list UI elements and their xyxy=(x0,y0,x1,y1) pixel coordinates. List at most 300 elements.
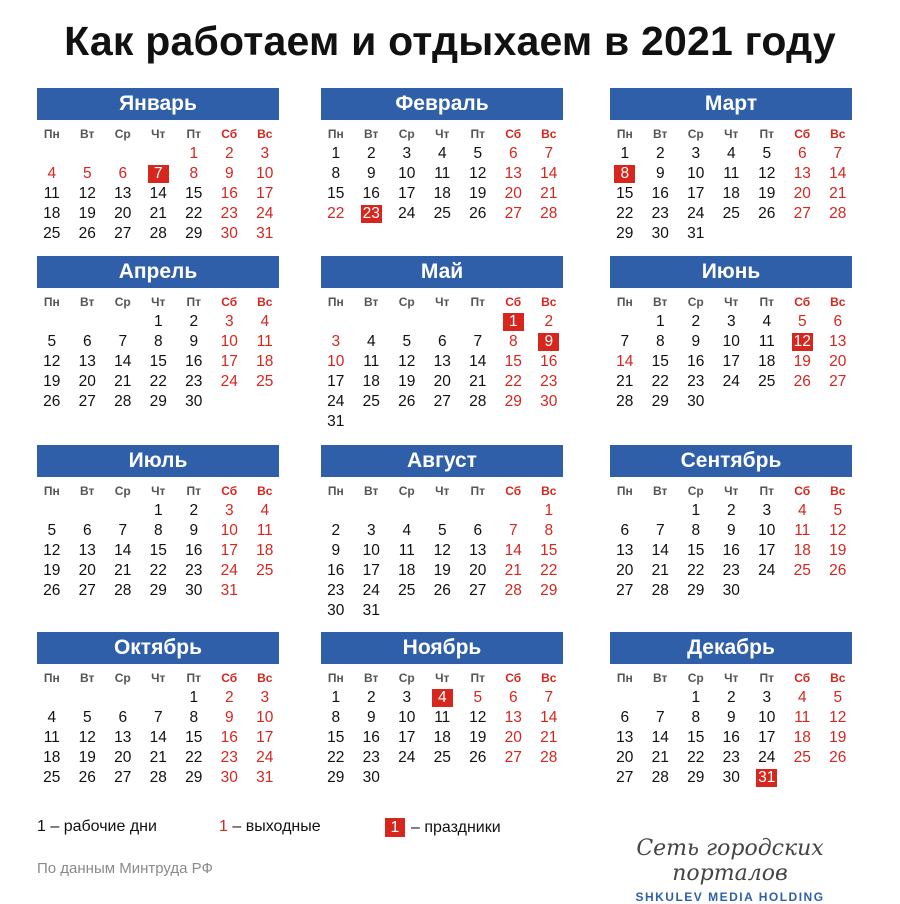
weekday-label: Вт xyxy=(653,671,668,685)
weekday-label: Пн xyxy=(616,127,633,141)
day-off: 6 xyxy=(797,145,807,162)
day-off: 21 xyxy=(540,729,558,746)
day-work: 5 xyxy=(402,333,412,350)
day-work: 14 xyxy=(149,185,167,202)
day-work: 15 xyxy=(616,185,634,202)
day-work: 13 xyxy=(616,729,634,746)
day-off: 4 xyxy=(797,689,807,706)
day-work: 7 xyxy=(620,333,630,350)
month-block xyxy=(37,256,279,436)
day-work: 29 xyxy=(185,225,203,242)
page-title: Как работаем и отдыхаем в 2021 году xyxy=(64,18,836,64)
day-work: 11 xyxy=(723,165,740,182)
day-work: 7 xyxy=(655,709,665,726)
day-off: 15 xyxy=(540,542,558,559)
day-work: 12 xyxy=(469,709,487,726)
day-off: 17 xyxy=(220,353,238,370)
weekday-label: Сб xyxy=(221,127,238,141)
day-work: 9 xyxy=(366,709,376,726)
day-work: 10 xyxy=(362,542,380,559)
day-work: 25 xyxy=(362,393,380,410)
month-days-grid xyxy=(607,668,852,788)
day-work: 27 xyxy=(78,582,96,599)
weekday-label: Чт xyxy=(435,295,450,309)
day-off: 14 xyxy=(829,165,847,182)
weekday-label: Ср xyxy=(114,127,131,141)
month-title: Февраль xyxy=(321,88,563,120)
day-holiday: 31 xyxy=(758,769,776,786)
weekday-label: Вт xyxy=(653,295,668,309)
day-off: 6 xyxy=(118,165,128,182)
day-work: 28 xyxy=(114,582,132,599)
day-work: 2 xyxy=(189,502,199,519)
day-work: 25 xyxy=(43,769,61,786)
day-work: 28 xyxy=(616,393,634,410)
day-work: 28 xyxy=(149,769,167,786)
day-work: 11 xyxy=(434,165,451,182)
day-work: 4 xyxy=(47,709,57,726)
day-work: 12 xyxy=(78,185,96,202)
day-work: 26 xyxy=(433,582,451,599)
day-off: 8 xyxy=(544,522,554,539)
day-work: 10 xyxy=(758,709,776,726)
day-off: 19 xyxy=(829,542,847,559)
day-off: 18 xyxy=(793,729,811,746)
weekday-label: Вт xyxy=(80,484,95,498)
day-holiday: 12 xyxy=(793,333,811,350)
day-work: 29 xyxy=(687,769,705,786)
day-off: 31 xyxy=(256,225,274,242)
day-work: 9 xyxy=(726,522,736,539)
day-holiday: 23 xyxy=(362,205,380,222)
day-off: 4 xyxy=(797,502,807,519)
day-work: 19 xyxy=(469,185,487,202)
weekday-label: Пн xyxy=(43,127,60,141)
weekday-label: Вт xyxy=(364,127,379,141)
day-work: 15 xyxy=(327,729,345,746)
day-off: 27 xyxy=(793,205,811,222)
day-work: 26 xyxy=(758,205,776,222)
month-title: Январь xyxy=(37,88,279,120)
day-work: 2 xyxy=(726,689,736,706)
month-days-grid xyxy=(34,481,279,601)
weekday-label: Сб xyxy=(221,295,238,309)
empty-cell xyxy=(105,144,141,164)
empty-cell xyxy=(70,312,106,332)
weekday-label: Ср xyxy=(398,484,415,498)
day-work: 16 xyxy=(327,562,345,579)
day-work: 24 xyxy=(398,205,416,222)
day-work: 2 xyxy=(366,145,376,162)
weekday-label: Пт xyxy=(470,484,485,498)
day-work: 4 xyxy=(402,522,412,539)
day-work: 7 xyxy=(153,709,163,726)
day-work: 18 xyxy=(433,729,451,746)
weekday-label: Вс xyxy=(541,127,557,141)
weekday-label: Вт xyxy=(80,127,95,141)
empty-cell xyxy=(354,312,390,332)
day-work: 16 xyxy=(185,353,203,370)
day-off: 2 xyxy=(224,145,234,162)
day-work: 15 xyxy=(687,542,705,559)
day-work: 25 xyxy=(433,749,451,766)
weekday-label: Сб xyxy=(505,295,522,309)
day-off: 18 xyxy=(793,542,811,559)
day-work: 11 xyxy=(434,709,451,726)
day-work: 3 xyxy=(762,502,772,519)
day-work: 29 xyxy=(185,769,203,786)
brand-script-text: Сеть городских порталов xyxy=(636,836,824,886)
day-off: 3 xyxy=(224,313,234,330)
day-work: 14 xyxy=(114,353,132,370)
day-work: 15 xyxy=(149,542,167,559)
empty-cell xyxy=(105,688,141,708)
day-work: 2 xyxy=(726,502,736,519)
day-holiday: 4 xyxy=(425,688,461,708)
weekday-label: Пн xyxy=(327,295,344,309)
day-work: 26 xyxy=(398,393,416,410)
day-off: 23 xyxy=(220,749,238,766)
empty-cell xyxy=(389,312,425,332)
day-off: 5 xyxy=(797,313,807,330)
day-off: 15 xyxy=(504,353,522,370)
day-off: 22 xyxy=(327,205,345,222)
weekday-label: Чт xyxy=(724,295,739,309)
weekday-label: Вт xyxy=(80,295,95,309)
day-work: 1 xyxy=(331,689,341,706)
day-off: 22 xyxy=(504,373,522,390)
empty-cell xyxy=(460,312,496,332)
day-off: 28 xyxy=(504,582,522,599)
day-holiday: 8 xyxy=(607,164,643,184)
day-off: 24 xyxy=(256,749,274,766)
day-holiday: 7 xyxy=(141,164,177,184)
day-off: 20 xyxy=(504,185,522,202)
day-work: 30 xyxy=(362,769,380,786)
day-off: 26 xyxy=(793,373,811,390)
day-work: 3 xyxy=(762,689,772,706)
weekday-label: Пт xyxy=(186,127,201,141)
legend-holiday-number: 1 xyxy=(385,818,405,837)
day-work: 24 xyxy=(327,393,345,410)
day-work: 25 xyxy=(398,582,416,599)
empty-cell xyxy=(70,688,106,708)
day-work: 5 xyxy=(82,709,92,726)
day-holiday: 1 xyxy=(496,312,532,332)
weekday-label: Пт xyxy=(759,671,774,685)
day-work: 17 xyxy=(687,185,705,202)
day-work: 7 xyxy=(473,333,483,350)
day-off: 22 xyxy=(540,562,558,579)
weekday-label: Пн xyxy=(327,671,344,685)
day-work: 2 xyxy=(189,313,199,330)
day-work: 19 xyxy=(398,373,416,390)
day-off: 19 xyxy=(829,729,847,746)
day-work: 27 xyxy=(114,225,132,242)
day-off: 9 xyxy=(224,165,234,182)
day-work: 2 xyxy=(366,689,376,706)
day-work: 1 xyxy=(691,502,701,519)
day-work: 31 xyxy=(327,413,345,430)
day-work: 18 xyxy=(362,373,380,390)
day-work: 18 xyxy=(43,205,61,222)
day-off: 25 xyxy=(256,373,274,390)
day-work: 23 xyxy=(651,205,669,222)
day-off: 10 xyxy=(256,165,274,182)
day-work: 1 xyxy=(153,313,163,330)
month-block xyxy=(610,88,852,268)
legend-work-label: – рабочие дни xyxy=(50,818,157,835)
day-work: 18 xyxy=(722,185,740,202)
day-work: 28 xyxy=(469,393,487,410)
day-off: 13 xyxy=(504,709,522,726)
day-off: 27 xyxy=(504,205,522,222)
day-work: 16 xyxy=(722,542,740,559)
day-off: 16 xyxy=(540,353,558,370)
day-off: 6 xyxy=(508,145,518,162)
day-work: 5 xyxy=(47,333,57,350)
day-work: 13 xyxy=(78,353,96,370)
day-work: 19 xyxy=(78,205,96,222)
weekday-label: Пт xyxy=(186,484,201,498)
day-work: 16 xyxy=(722,729,740,746)
day-work: 28 xyxy=(114,393,132,410)
weekday-label: Ср xyxy=(114,484,131,498)
day-work: 21 xyxy=(149,749,167,766)
day-off: 21 xyxy=(504,562,522,579)
day-off: 11 xyxy=(794,709,811,726)
day-work: 14 xyxy=(651,729,669,746)
empty-cell xyxy=(105,501,141,521)
day-work: 8 xyxy=(331,165,341,182)
day-work: 2 xyxy=(331,522,341,539)
day-off: 12 xyxy=(829,709,847,726)
empty-cell xyxy=(643,688,679,708)
day-work: 25 xyxy=(43,225,61,242)
day-off: 11 xyxy=(256,522,273,539)
weekday-label: Ср xyxy=(114,295,131,309)
month-block xyxy=(321,88,563,268)
weekday-label: Вс xyxy=(257,484,273,498)
day-off: 14 xyxy=(540,709,558,726)
day-work: 20 xyxy=(114,749,132,766)
day-work: 8 xyxy=(691,522,701,539)
day-work: 9 xyxy=(189,522,199,539)
day-work: 17 xyxy=(362,562,380,579)
day-work: 7 xyxy=(118,522,128,539)
weekday-label: Пт xyxy=(470,127,485,141)
day-work: 26 xyxy=(469,205,487,222)
day-off: 3 xyxy=(260,145,270,162)
day-work: 28 xyxy=(651,769,669,786)
month-days-grid xyxy=(34,668,279,788)
day-off: 3 xyxy=(224,502,234,519)
day-work: 21 xyxy=(616,373,634,390)
day-work: 20 xyxy=(114,205,132,222)
day-work: 25 xyxy=(758,373,776,390)
day-off: 2 xyxy=(224,689,234,706)
weekday-label: Сб xyxy=(794,671,811,685)
day-off: 16 xyxy=(220,729,238,746)
day-work: 26 xyxy=(43,393,61,410)
day-work: 21 xyxy=(114,373,132,390)
day-work: 16 xyxy=(362,729,380,746)
day-work: 30 xyxy=(185,582,203,599)
weekday-label: Пт xyxy=(759,484,774,498)
day-off: 4 xyxy=(47,165,57,182)
day-work: 8 xyxy=(153,333,163,350)
day-work: 24 xyxy=(398,749,416,766)
day-work: 12 xyxy=(433,542,451,559)
weekday-label: Пт xyxy=(759,127,774,141)
day-work: 16 xyxy=(362,185,380,202)
month-days-grid xyxy=(318,668,563,788)
weekday-label: Пт xyxy=(470,671,485,685)
day-work: 6 xyxy=(620,709,630,726)
day-work: 9 xyxy=(366,165,376,182)
day-off: 29 xyxy=(504,393,522,410)
day-off: 7 xyxy=(544,689,554,706)
day-work: 22 xyxy=(651,373,669,390)
day-off: 28 xyxy=(829,205,847,222)
day-work: 27 xyxy=(114,769,132,786)
day-off: 1 xyxy=(189,145,199,162)
empty-cell xyxy=(496,501,532,521)
day-off: 27 xyxy=(829,373,847,390)
month-title: Сентябрь xyxy=(610,445,852,477)
month-title: Июль xyxy=(37,445,279,477)
day-off: 21 xyxy=(829,185,847,202)
day-work: 5 xyxy=(47,522,57,539)
day-work: 1 xyxy=(691,689,701,706)
day-work: 1 xyxy=(331,145,341,162)
month-block xyxy=(321,632,563,812)
day-work: 28 xyxy=(651,582,669,599)
day-work: 29 xyxy=(687,582,705,599)
month-title: Апрель xyxy=(37,256,279,288)
weekday-label: Вс xyxy=(830,484,846,498)
day-work: 1 xyxy=(153,502,163,519)
day-work: 23 xyxy=(687,373,705,390)
day-work: 2 xyxy=(655,145,665,162)
day-work: 9 xyxy=(726,709,736,726)
day-work: 10 xyxy=(758,522,776,539)
day-work: 12 xyxy=(43,542,61,559)
day-work: 21 xyxy=(651,749,669,766)
day-work: 30 xyxy=(327,602,345,619)
day-work: 13 xyxy=(616,542,634,559)
day-off: 17 xyxy=(256,185,274,202)
day-work: 15 xyxy=(149,353,167,370)
weekday-label: Ср xyxy=(114,671,131,685)
day-work: 14 xyxy=(469,353,487,370)
day-off: 10 xyxy=(220,333,238,350)
day-off: 28 xyxy=(540,205,558,222)
weekday-label: Чт xyxy=(724,484,739,498)
weekday-label: Вс xyxy=(257,127,273,141)
weekday-label: Пн xyxy=(616,295,633,309)
weekday-label: Пт xyxy=(759,295,774,309)
day-work: 23 xyxy=(185,373,203,390)
day-work: 29 xyxy=(149,393,167,410)
month-title: Ноябрь xyxy=(321,632,563,664)
weekday-label: Вт xyxy=(653,484,668,498)
month-block xyxy=(321,445,563,625)
day-work: 26 xyxy=(78,225,96,242)
weekday-label: Чт xyxy=(435,484,450,498)
day-work: 16 xyxy=(185,542,203,559)
day-off: 21 xyxy=(540,185,558,202)
empty-cell xyxy=(70,144,106,164)
day-off: 25 xyxy=(793,749,811,766)
weekday-label: Сб xyxy=(794,484,811,498)
day-off: 26 xyxy=(829,749,847,766)
day-work: 20 xyxy=(616,749,634,766)
empty-cell xyxy=(460,501,496,521)
day-work: 21 xyxy=(469,373,487,390)
month-title: Май xyxy=(321,256,563,288)
weekday-label: Пн xyxy=(327,484,344,498)
day-work: 2 xyxy=(691,313,701,330)
day-off: 20 xyxy=(829,353,847,370)
day-off: 3 xyxy=(260,689,270,706)
weekday-label: Пн xyxy=(616,484,633,498)
weekday-label: Вс xyxy=(257,295,273,309)
day-work: 3 xyxy=(366,522,376,539)
day-off: 4 xyxy=(260,313,270,330)
day-work: 18 xyxy=(43,749,61,766)
day-work: 13 xyxy=(433,353,451,370)
day-work: 8 xyxy=(189,709,199,726)
day-work: 22 xyxy=(687,749,705,766)
day-work: 19 xyxy=(469,729,487,746)
weekday-label: Пт xyxy=(186,295,201,309)
day-off: 12 xyxy=(829,522,847,539)
legend-holidays xyxy=(385,818,501,837)
day-work: 27 xyxy=(616,582,634,599)
day-work: 9 xyxy=(189,333,199,350)
day-work: 1 xyxy=(620,145,630,162)
day-work: 26 xyxy=(469,749,487,766)
day-work: 5 xyxy=(473,145,483,162)
empty-cell xyxy=(105,312,141,332)
day-work: 30 xyxy=(722,582,740,599)
day-off: 24 xyxy=(256,205,274,222)
day-off: 10 xyxy=(327,353,345,370)
day-work: 6 xyxy=(620,522,630,539)
month-title: Июнь xyxy=(610,256,852,288)
empty-cell xyxy=(34,688,70,708)
day-off: 17 xyxy=(220,542,238,559)
day-work: 17 xyxy=(722,353,740,370)
weekday-label: Пт xyxy=(186,671,201,685)
day-work: 23 xyxy=(362,749,380,766)
day-work: 3 xyxy=(402,689,412,706)
month-block xyxy=(321,256,563,436)
day-work: 21 xyxy=(149,205,167,222)
legend-holiday-label: – праздники xyxy=(411,819,501,836)
day-off: 30 xyxy=(540,393,558,410)
day-work: 23 xyxy=(327,582,345,599)
month-days-grid xyxy=(607,124,852,244)
month-block xyxy=(37,88,279,268)
month-title: Октябрь xyxy=(37,632,279,664)
day-off: 20 xyxy=(504,729,522,746)
day-work: 30 xyxy=(185,393,203,410)
legend-off-label: – выходные xyxy=(232,818,321,835)
day-off: 26 xyxy=(829,562,847,579)
day-work: 27 xyxy=(433,393,451,410)
